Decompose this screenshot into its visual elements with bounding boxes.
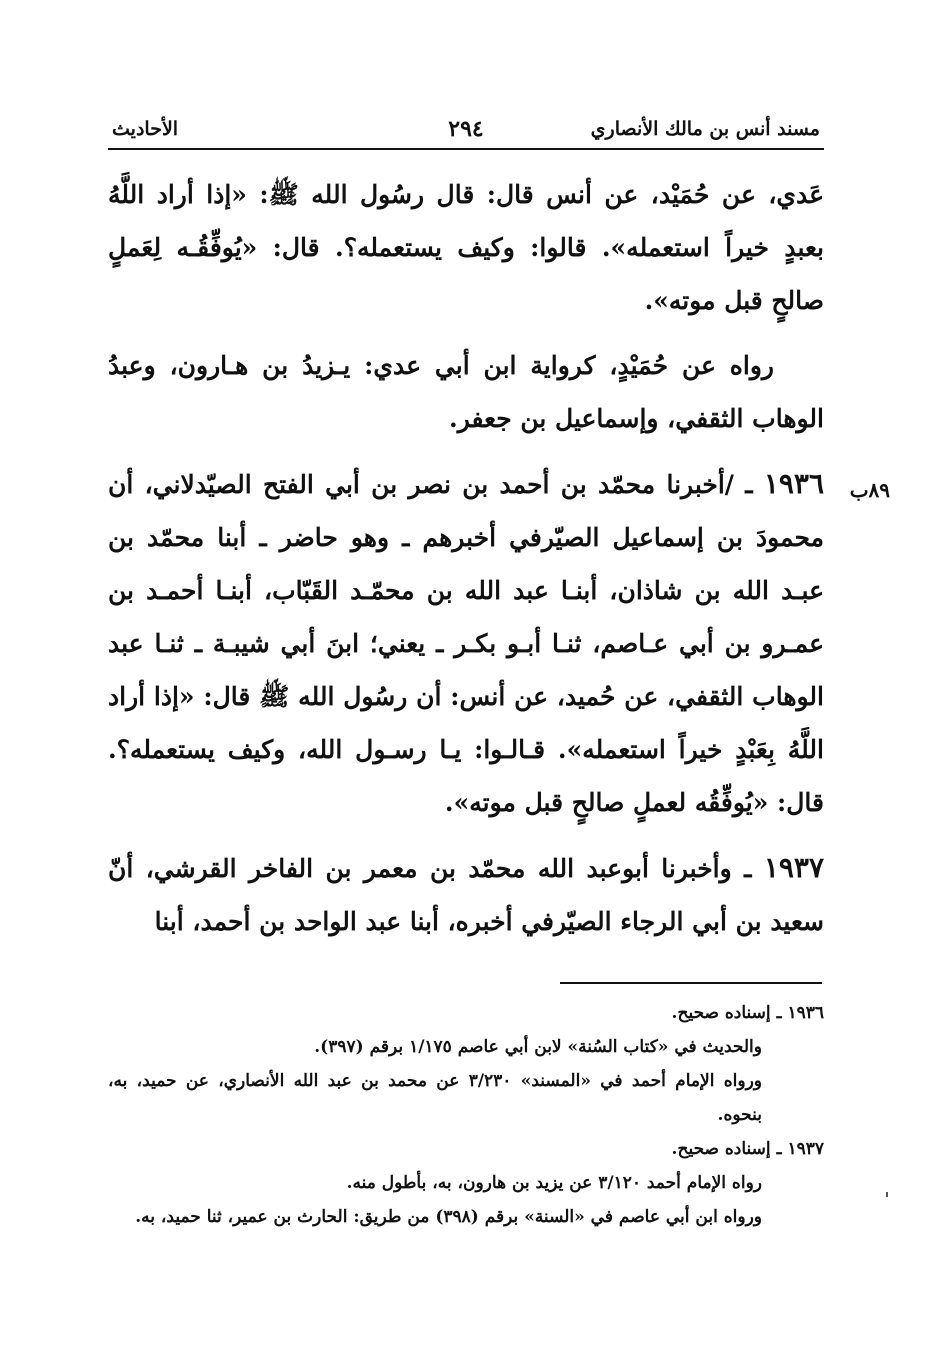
page-number: ٢٩٤ [448,116,484,142]
footnote-divider [560,982,822,984]
scan-speck [886,1192,888,1197]
paragraph-continuation: عَدي، عن حُمَيْد، عن أنس قال: قال رسُول الله ﷺ: «إذا أراد اللَّهُ بعبدٍ خيراً استعمله». قالوا: وكيف يستعمله؟. قال: «يُوفِّقُـه لِعَملٍ صالحٍ قبل موته». [108,180,824,315]
hadith-number: ١٩٣٧ [763,851,824,884]
main-text [108,168,824,960]
footnotes [108,996,824,1234]
footnote-heading: ١٩٣٦ ـ إسناده صحيح. [671,1003,824,1023]
header-section-title: الأحاديث [112,118,179,140]
page-header [108,108,824,150]
footnote-line: ورواه ابن أبي عاصم في «السنة» برقم (٣٩٨) من طريق: الحارث بن عمير، ثنا حميد، به. [135,1207,762,1227]
hadith-number: ١٩٣٦ [763,467,824,500]
footnote-line: ورواه الإمام أحمد في «المسند» ٣/٢٣٠ عن محمد بن عبد الله الأنصاري، عن حميد، به، بنحوه. [108,1071,762,1125]
footnote-line: رواه الإمام أحمد ٣/١٢٠ عن يزيد بن هارون، به، بأطول منه. [346,1173,762,1193]
header-book-title: مسند أنس بن مالك الأنصاري [590,118,820,140]
paragraph-narration: رواه عن حُمَيْدٍ، كرواية ابن أبي عدي: يـزيدُ بن هـارون، وعبدُ الوهاب الثقفي، وإسماعيل بن جعفر. [108,351,824,433]
hadith-1937 [108,841,824,948]
footnote-heading: ١٩٣٧ ـ إسناده صحيح. [671,1139,824,1159]
hadith-text: ـ وأخبرنا أبوعبد الله محمّد بن معمر بن الفاخر القرشي، أنّ سعيد بن أبي الرجاء الصيّرفي أخبره، أبنا عبد الواحد بن أحمد، أبنا [108,854,824,936]
manuscript-folio-note: ٨٩ب [849,478,890,502]
hadith-text: ـ /أخبرنا محمّد بن أحمد بن نصر بن أبي الفتح الصيّدلاني، أن محمودَ بن إسماعيل الصيّرفي أخبرهم ـ وهو حاضر ـ أبنا محمّد بن عبـد الله بن شاذان، أبنـا عبد الله بن محمّـد القَبّاب، أبنـا أحمـد بن عمـرو بن أبي عـاصم، ثنـا أبـو بكـر ـ يعني؛ ابنَ أبي شيبـة ـ ثنـا عبد الوهاب الثقفي، عن حُميد، عن أنس: أن رسُول الله ﷺ قال: «إذا أراد اللَّهُ بِعَبْدٍ خيراً استعمله». قـالـوا: يـا رسـول الله، وكيف يستعمله؟. قال: «يُوفِّقُه لعملٍ صالحٍ قبل موته». [108,470,824,817]
hadith-1936 [108,457,824,829]
footnote-line: والحديث في «كتاب السُنة» لابن أبي عاصم ١/١٧٥ برقم (٣٩٧). [314,1037,762,1057]
